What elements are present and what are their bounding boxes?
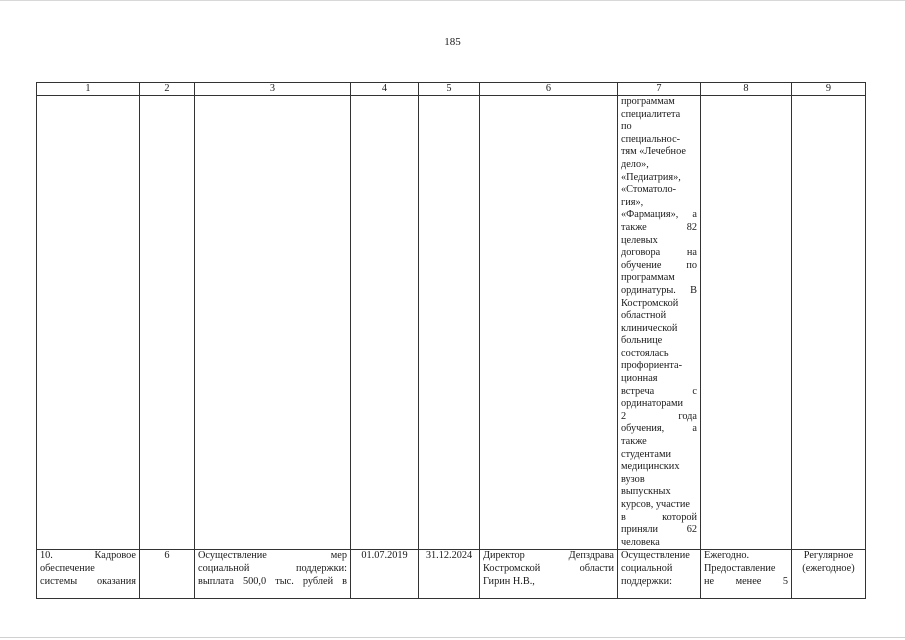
- page-bottom-edge: [0, 637, 905, 638]
- cell-line: Костромской области: [483, 562, 614, 574]
- cell-line: социальной поддержки:: [198, 562, 347, 574]
- cell-line: специалитета: [621, 108, 681, 120]
- cell-line: состоялась: [621, 347, 669, 359]
- cell-line: «Стоматоло-: [621, 184, 677, 196]
- cell-line: вузов: [621, 473, 645, 485]
- cell-line: Осуществление мер: [198, 550, 347, 562]
- cell-measure: [195, 550, 351, 599]
- col-number: 6: [480, 83, 618, 96]
- cell-empty: [701, 96, 792, 550]
- cell-end-date: 31.12.2024: [419, 550, 480, 599]
- cell-line: областной: [621, 310, 667, 322]
- cell-number: 6: [140, 550, 195, 599]
- cell-line: программам: [621, 272, 675, 284]
- cell-empty: [140, 96, 195, 550]
- cell-line: ординаторами: [621, 398, 683, 410]
- cell-line: также: [621, 436, 647, 448]
- cell-line: обеспечение: [40, 562, 95, 574]
- cell-reporting: [792, 550, 866, 599]
- cell-line: выплата 500,0 тыс. рублей в: [198, 575, 347, 587]
- cell-line: программам: [621, 96, 675, 107]
- cell-line: социальной: [621, 562, 673, 574]
- cell-periodicity: [701, 550, 792, 599]
- cell-line: клинической: [621, 322, 678, 334]
- cell-direction: [37, 550, 140, 599]
- cell-line: 2 года: [621, 410, 697, 422]
- cell-line: договора на: [621, 247, 697, 259]
- cell-line: (ежегодное): [802, 562, 855, 574]
- cell-empty: [195, 96, 351, 550]
- cell-line: Осуществление: [621, 550, 690, 562]
- cell-line: выпускных: [621, 486, 671, 498]
- cell-line: обучение по: [621, 259, 697, 271]
- cell-empty: [792, 96, 866, 550]
- cell-line: в которой: [621, 511, 697, 523]
- cell-empty: [419, 96, 480, 550]
- cell-empty: [480, 96, 618, 550]
- col-number: 2: [140, 83, 195, 96]
- cell-line: приняли 62: [621, 524, 697, 536]
- cell-results: [618, 550, 701, 599]
- cell-line: поддержки:: [621, 575, 673, 587]
- cell-responsible: [480, 550, 618, 599]
- cell-line: ционная: [621, 373, 658, 385]
- cell-line: тям «Лечебное: [621, 146, 686, 158]
- continuation-row: [37, 96, 866, 550]
- col-number: 7: [618, 83, 701, 96]
- page-number: 185: [444, 36, 461, 48]
- cell-line: больнице: [621, 335, 663, 347]
- cell-line: Гирин Н.В.,: [483, 575, 535, 587]
- cell-line: Регулярное: [803, 550, 854, 562]
- cell-line: Костромской: [621, 297, 679, 309]
- cell-line: курсов, участие: [621, 499, 690, 510]
- cell-results-continued: [618, 96, 701, 550]
- cell-line: «Педиатрия»,: [621, 171, 681, 183]
- cell-line: не менее 5: [704, 575, 788, 587]
- cell-line: Директор Депздрава: [483, 550, 614, 562]
- cell-line: человека: [621, 536, 660, 548]
- cell-empty: [37, 96, 140, 550]
- cell-empty: [351, 96, 419, 550]
- cell-line: ординатуры. В: [621, 284, 697, 296]
- cell-line: также 82: [621, 221, 697, 233]
- cell-line: специальнос-: [621, 133, 681, 145]
- col-number: 1: [37, 83, 140, 96]
- page-top-edge: [0, 0, 905, 1]
- col-number: 4: [351, 83, 419, 96]
- cell-line: системы оказания: [40, 575, 136, 587]
- cell-line: медицинских: [621, 461, 680, 473]
- cell-line: дело»,: [621, 158, 649, 170]
- cell-start-date: 01.07.2019: [351, 550, 419, 599]
- table-row: [37, 550, 866, 599]
- cell-line: обучения, а: [621, 423, 697, 435]
- cell-line: профориента-: [621, 360, 682, 372]
- column-number-row: [37, 83, 866, 96]
- cell-line: студентами: [621, 448, 671, 460]
- cell-line: по: [621, 121, 632, 133]
- cell-line: встреча с: [621, 385, 697, 397]
- cell-line: 10. Кадровое: [40, 550, 136, 562]
- col-number: 8: [701, 83, 792, 96]
- plan-table: [36, 82, 866, 599]
- col-number: 3: [195, 83, 351, 96]
- col-number: 5: [419, 83, 480, 96]
- cell-line: целевых: [621, 234, 658, 246]
- col-number: 9: [792, 83, 866, 96]
- cell-line: Предоставление: [704, 562, 776, 574]
- cell-line: Ежегодно.: [704, 550, 750, 562]
- cell-line: гия»,: [621, 196, 644, 208]
- cell-line: «Фармация», а: [621, 209, 697, 221]
